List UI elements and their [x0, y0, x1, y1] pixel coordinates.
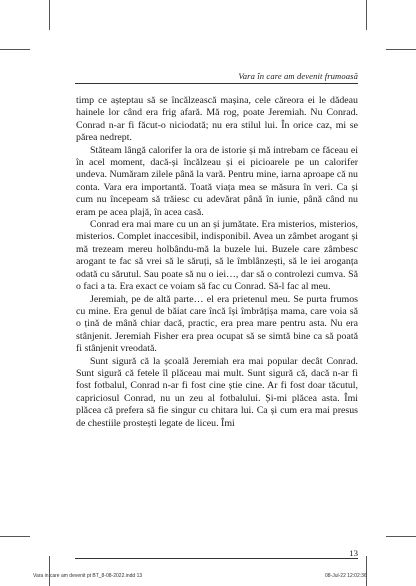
paragraph: Jeremiah, pe de altă parte… el era prietenul meu. Se purta frumos cu mine. Era genul de băiat care încă își îmbrățișa mama, care voia să o țină de mână chiar dacă, practic, era prea mare pentru asta. Nu era stânjenit. Jeremiah Fisher era prea ocupat să se simtă bine ca să poată fi stânjenit vreodată. [76, 293, 358, 355]
crop-mark [0, 536, 30, 537]
crop-mark [386, 49, 416, 50]
print-slug-date: 08-Jul-22 12:02:36 [325, 573, 367, 579]
crop-mark [49, 556, 50, 586]
page-number: 13 [349, 548, 358, 558]
print-slug-file: Vara in care am devenit pt BT_8-08-2022.indd 13 [33, 573, 143, 579]
paragraph: Sunt sigură că la școală Jeremiah era mai popular decât Conrad. Sunt sigură că fetele îl plăceau mai mult. Sunt sigură că, dacă n-ar fi fost fotbalul, Conrad n-ar fi fost cine știe cine. Ar fi fost doar tăcutul, capriciosul Conrad, nu un zeu al fotbalului. Și-mi plăcea asta. Îmi plăcea că prefera să fie singur cu chitara lui. Ca și cum era mai presus de chestiile prostești legate de liceu. Îmi [76, 355, 358, 429]
crop-mark [49, 0, 50, 30]
body-text [76, 95, 358, 430]
crop-mark [0, 49, 30, 50]
header-rule [75, 83, 358, 84]
crop-mark [386, 536, 416, 537]
crop-mark [366, 0, 367, 30]
paragraph: Stăteam lângă calorifer la ora de istorie și mă intrebam ce făceau ei în acel moment, dacă-și încălzeau și ei picioarele pe un calorifer undeva. Număram zilele până la vară. Pentru mine, iarna aproape că nu conta. Vara era importantă. Toată viața mea se măsura în veri. Ca și cum nu începeam să trăiesc cu adevărat până în iunie, până când nu eram pe acea plajă, în acea casă. [76, 144, 358, 218]
running-head: Vara în care am devenit frumoasă [238, 71, 358, 81]
paragraph: Conrad era mai mare cu un an și jumătate. Era misterios, misterios, misterios. Complet inaccesibil, indisponibil. Avea un zâmbet arogant și mă trezeam mereu holbându-mă la buzele lui. Buzele care zâmbesc arogant te fac să vrei să le săruți, să le îmblânzești, să le iei aroganța odată cu sărutul. Sau poate să nu o iei…, dar să o controlezi cumva. Să o faci a ta. Era exact ce voiam să fac cu Conrad. Să-l fac al meu. [76, 219, 358, 293]
footer-rule [75, 558, 358, 559]
paragraph: timp ce așteptau să se încălzească mașina, cele căreora ei le dădeau hainele lor când era frig afară. Mă rog, poate Jeremiah. Nu Conrad. Conrad n-ar fi făcut-o niciodată; nu era stilul lui. În orice caz, mi se părea nedrept. [76, 95, 358, 144]
crop-mark [366, 556, 367, 586]
